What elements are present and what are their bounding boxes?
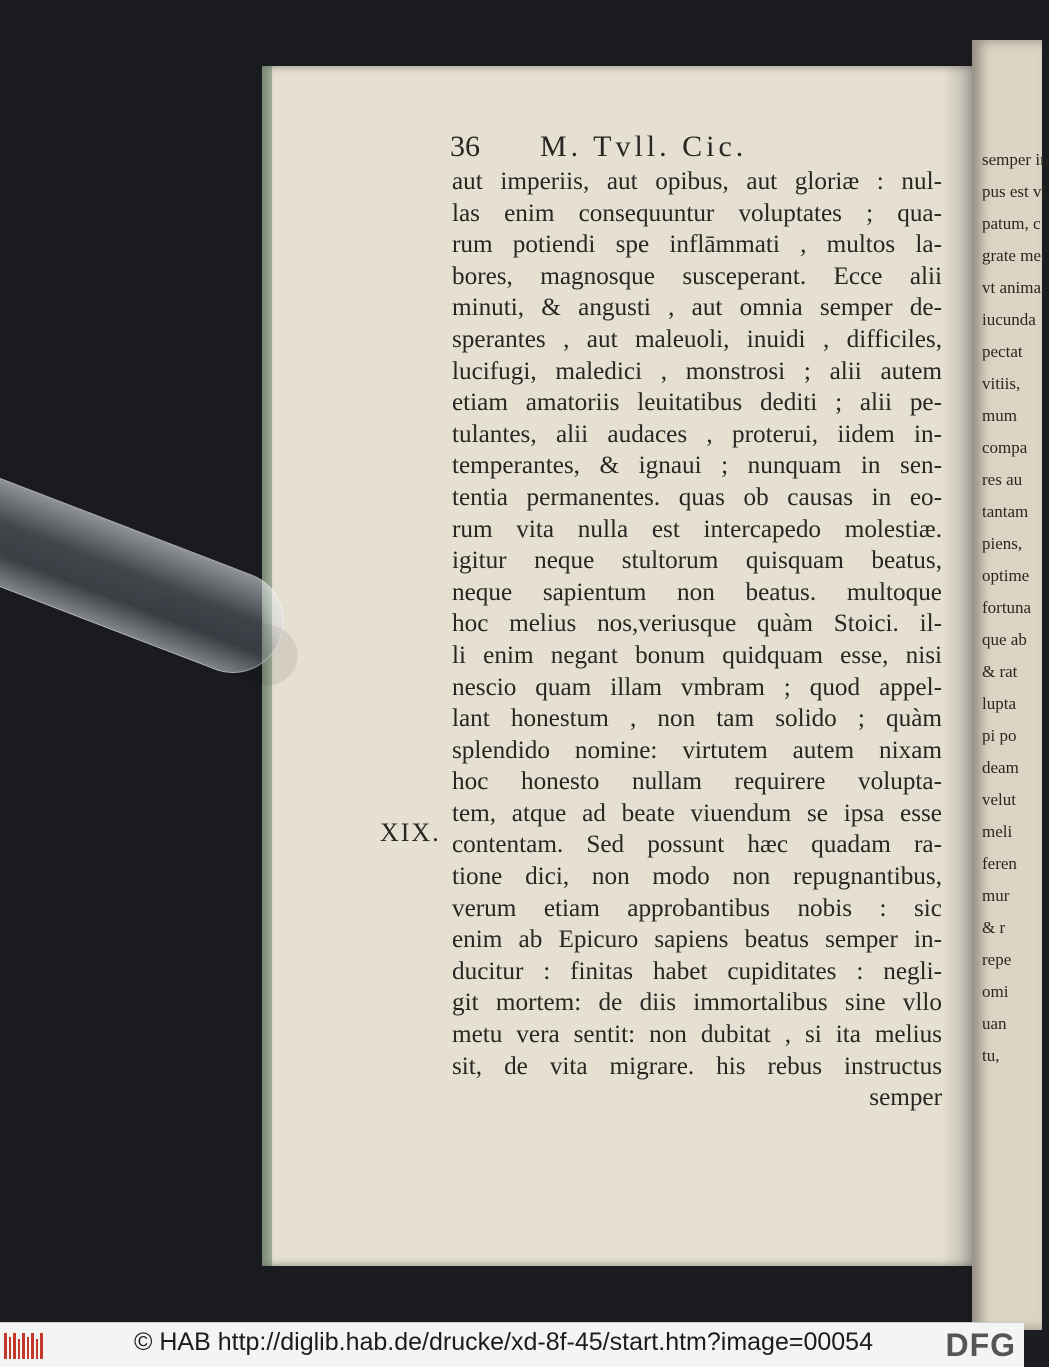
library-logo-icon [4,1333,46,1359]
text-line: igitur neque stultorum quisquam beatus, [452,547,942,575]
text-line: tentia permanentes. quas ob causas in eo- [452,483,942,511]
facing-page-line: vt anima [982,278,1042,297]
facing-page-line: lupta [982,694,1016,713]
text-line: lant honestum , non tam solido ; quàm [452,705,942,733]
facing-page-line: meli [982,822,1013,841]
text-line: enim ab Epicuro sapiens beatus semper in- [452,926,942,954]
glass-page-holder [0,473,298,687]
facing-page-line: pi po [982,726,1017,745]
text-line: contentam. Sed possunt hæc quadam ra- [452,831,942,859]
text-line: rum potiendi spe inflāmmati , multos la- [452,231,942,259]
text-block [452,166,942,1114]
marginal-chapter-number: XIX. [380,818,441,847]
text-line: tione dici, non modo non repugnantibus, [452,863,942,891]
facing-page-line: repe [982,950,1012,969]
text-line: li enim negant bonum quidquam esse, nisi [452,641,942,669]
facing-page-line: que ab [982,630,1027,649]
facing-page-line: & r [982,918,1006,937]
text-line: etiam amatoriis leuitatibus dediti ; alii pe- [452,389,942,417]
facing-page-line: patum, c [982,214,1041,233]
text-line: tulantes, alii audaces , proterui, iidem in- [452,420,942,448]
facing-page-line: piens, [982,534,1023,553]
facing-page-line: omi [982,982,1009,1001]
text-line: git mortem: de diis immortalibus sine vllo [452,989,942,1017]
copyright-link[interactable]: © HAB http://diglib.hab.de/drucke/xd-8f-45/start.htm?image=00054 [134,1328,873,1356]
facing-page [972,40,1049,1330]
text-line: bores, magnosque susceperant. Ecce alii [452,262,942,290]
text-line: sit, de vita migrare. his rebus instructus [452,1052,942,1080]
facing-page-line: mum [982,406,1017,425]
text-line: las enim consequuntur voluptates ; qua- [452,199,942,227]
facing-page-line: tu, [982,1046,1000,1065]
facing-page-line: grate me [982,246,1041,265]
text-line: tem, atque ad beate viuendum se ipsa esse [452,799,942,827]
text-line: nescio quam illam vmbram ; quod appel- [452,673,942,701]
facing-page-line: uan [982,1014,1007,1033]
text-line: lucifugi, maledici , monstrosi ; alii autem [452,357,942,385]
facing-page-line: semper in [982,150,1049,169]
facing-page-line: & rat [982,662,1018,681]
page-number: 36 [450,130,480,163]
text-line: metu vera sentit: non dubitat , si ita melius [452,1021,942,1049]
facing-page-line: pectat [982,342,1023,361]
text-line: hoc melius nos,veriusque quàm Stoici. il- [452,610,942,638]
catchword: semper [869,1084,942,1112]
text-line: sperantes , aut maleuoli, inuidi , difficiles, [452,325,942,353]
facing-page-line: pus est vl [982,182,1047,201]
facing-page-line: feren [982,854,1017,873]
running-head [450,130,747,164]
text-line: verum etiam approbantibus nobis : sic [452,894,942,922]
facing-page-line: mur [982,886,1010,905]
facing-page-line: optime [982,566,1030,585]
text-line: hoc honesto nullam requirere volupta- [452,768,942,796]
text-line: rum vita nulla est intercapedo molestiæ. [452,515,942,543]
facing-page-line: deam [982,758,1019,777]
facing-page-line: vitiis, [982,374,1021,393]
text-line: splendido nomine: virtutem autem nixam [452,736,942,764]
text-line: minuti, & angusti , aut omnia semper de- [452,294,942,322]
facing-page-line: velut [982,790,1016,809]
footer-bar [0,1322,1024,1367]
text-line: ducitur : finitas habet cupiditates : negli- [452,957,942,985]
running-title: M. Tvll. Cic. [540,130,748,163]
facing-page-line: tantam [982,502,1029,521]
text-line: neque sapientum non beatus. multoque [452,578,942,606]
dfg-logo: DFG [945,1327,1016,1363]
facing-page-line: iucunda [982,310,1036,329]
text-line: temperantes, & ignaui ; nunquam in sen- [452,452,942,480]
facing-page-line: fortuna [982,598,1032,617]
facing-page-line: compa [982,438,1028,457]
text-line: aut imperiis, aut opibus, aut gloriæ : nul- [452,168,942,195]
facing-page-line: res au [982,470,1023,489]
